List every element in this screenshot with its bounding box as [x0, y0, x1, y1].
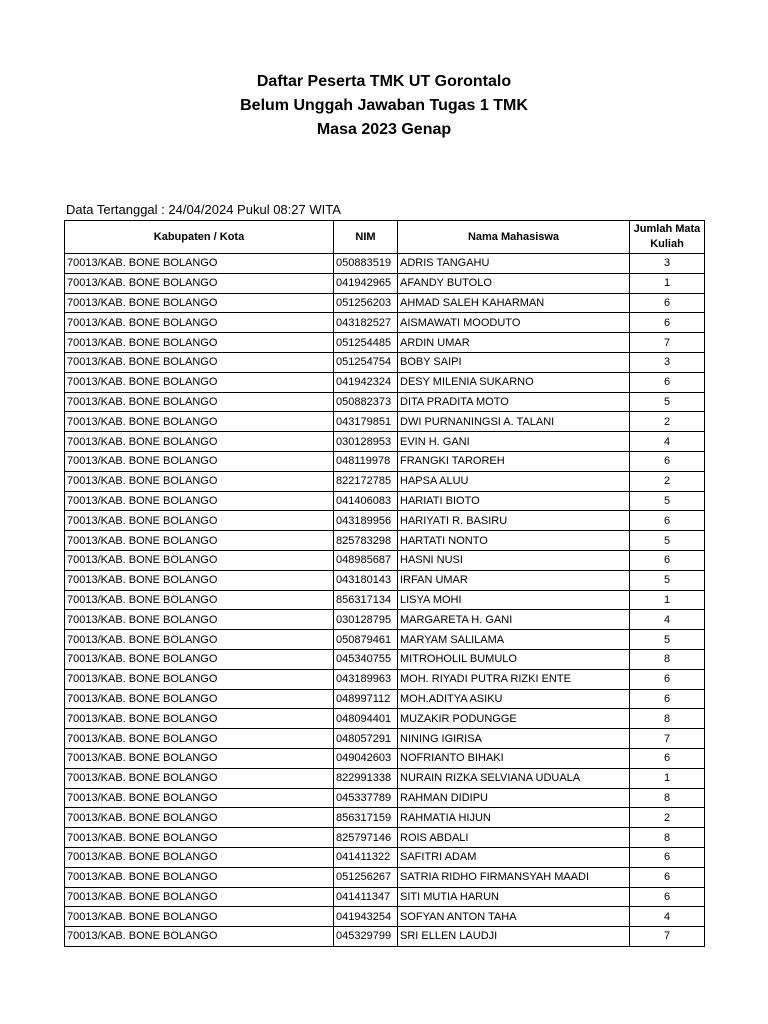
cell-nim: 049042603: [334, 748, 398, 768]
cell-jumlah: 5: [630, 491, 705, 511]
cell-kabupaten: 70013/KAB. BONE BOLANGO: [65, 293, 334, 313]
cell-nama: SOFYAN ANTON TAHA: [398, 907, 630, 927]
cell-nama: HASNI NUSI: [398, 550, 630, 570]
cell-jumlah: 2: [630, 808, 705, 828]
cell-nim: 822172785: [334, 471, 398, 491]
table-row: [65, 927, 705, 947]
cell-nama: AISMAWATI MOODUTO: [398, 313, 630, 333]
cell-nim: 856317159: [334, 808, 398, 828]
cell-nim: 048057291: [334, 729, 398, 749]
cell-jumlah: 6: [630, 748, 705, 768]
cell-nama: HARTATI NONTO: [398, 531, 630, 551]
cell-kabupaten: 70013/KAB. BONE BOLANGO: [65, 709, 334, 729]
cell-kabupaten: 70013/KAB. BONE BOLANGO: [65, 748, 334, 768]
cell-jumlah: 8: [630, 788, 705, 808]
table-row: [65, 372, 705, 392]
title-line-3: Masa 2023 Genap: [316, 121, 452, 138]
cell-nim: 825783298: [334, 531, 398, 551]
cell-nama: ADRIS TANGAHU: [398, 254, 630, 274]
cell-nama: ARDIN UMAR: [398, 333, 630, 353]
cell-nama: DITA PRADITA MOTO: [398, 392, 630, 412]
cell-kabupaten: 70013/KAB. BONE BOLANGO: [65, 867, 334, 887]
cell-jumlah: 7: [630, 927, 705, 947]
table-row: [65, 689, 705, 709]
cell-nim: 050883519: [334, 254, 398, 274]
cell-nama: NURAIN RIZKA SELVIANA UDUALA: [398, 768, 630, 788]
cell-nama: DESY MILENIA SUKARNO: [398, 372, 630, 392]
table-row: [65, 748, 705, 768]
cell-nama: SATRIA RIDHO FIRMANSYAH MAADI: [398, 867, 630, 887]
cell-nama: RAHMAN DIDIPU: [398, 788, 630, 808]
table-row: [65, 313, 705, 333]
cell-kabupaten: 70013/KAB. BONE BOLANGO: [65, 511, 334, 531]
cell-nim: 048985687: [334, 550, 398, 570]
cell-jumlah: 1: [630, 590, 705, 610]
cell-kabupaten: 70013/KAB. BONE BOLANGO: [65, 412, 334, 432]
cell-jumlah: 4: [630, 432, 705, 452]
cell-nim: 041942965: [334, 273, 398, 293]
cell-jumlah: 7: [630, 729, 705, 749]
cell-nama: MARYAM SALILAMA: [398, 630, 630, 650]
table-row: [65, 709, 705, 729]
cell-nim: 045340755: [334, 649, 398, 669]
cell-jumlah: 5: [630, 570, 705, 590]
table-row: [65, 729, 705, 749]
cell-jumlah: 8: [630, 649, 705, 669]
table-row: [65, 531, 705, 551]
cell-kabupaten: 70013/KAB. BONE BOLANGO: [65, 471, 334, 491]
table-row: [65, 808, 705, 828]
table-row: [65, 788, 705, 808]
cell-nim: 856317134: [334, 590, 398, 610]
table-row: [65, 412, 705, 432]
cell-kabupaten: 70013/KAB. BONE BOLANGO: [65, 491, 334, 511]
cell-nama: SITI MUTIA HARUN: [398, 887, 630, 907]
cell-jumlah: 6: [630, 451, 705, 471]
cell-nama: AHMAD SALEH KAHARMAN: [398, 293, 630, 313]
cell-nama: MARGARETA H. GANI: [398, 610, 630, 630]
cell-kabupaten: 70013/KAB. BONE BOLANGO: [65, 847, 334, 867]
cell-kabupaten: 70013/KAB. BONE BOLANGO: [65, 689, 334, 709]
cell-nama: HARIYATI R. BASIRU: [398, 511, 630, 531]
cell-jumlah: 6: [630, 313, 705, 333]
cell-nim: 050882373: [334, 392, 398, 412]
cell-kabupaten: 70013/KAB. BONE BOLANGO: [65, 550, 334, 570]
cell-nama: MOH.ADITYA ASIKU: [398, 689, 630, 709]
cell-kabupaten: 70013/KAB. BONE BOLANGO: [65, 590, 334, 610]
cell-nama: HARIATI BIOTO: [398, 491, 630, 511]
table-row: [65, 907, 705, 927]
table-header-row: [65, 221, 705, 254]
table-row: [65, 867, 705, 887]
data-date-label: Data Tertanggal : 24/04/2024 Pukul 08:27 WITA: [66, 202, 341, 217]
table-row: [65, 630, 705, 650]
cell-nim: 043180143: [334, 570, 398, 590]
cell-nim: 045329799: [334, 927, 398, 947]
cell-nim: 045337789: [334, 788, 398, 808]
cell-kabupaten: 70013/KAB. BONE BOLANGO: [65, 273, 334, 293]
cell-jumlah: 3: [630, 352, 705, 372]
table-row: [65, 768, 705, 788]
cell-nim: 043182527: [334, 313, 398, 333]
table-row: [65, 570, 705, 590]
cell-nama: LISYA MOHI: [398, 590, 630, 610]
cell-nama: NINING IGIRISA: [398, 729, 630, 749]
cell-jumlah: 6: [630, 689, 705, 709]
cell-nim: 048094401: [334, 709, 398, 729]
cell-jumlah: 1: [630, 768, 705, 788]
cell-kabupaten: 70013/KAB. BONE BOLANGO: [65, 927, 334, 947]
table-row: [65, 669, 705, 689]
cell-jumlah: 1: [630, 273, 705, 293]
cell-nim: 051256203: [334, 293, 398, 313]
table-row: [65, 828, 705, 848]
table-row: [65, 273, 705, 293]
cell-nim: 048119978: [334, 451, 398, 471]
cell-jumlah: 6: [630, 550, 705, 570]
cell-jumlah: 2: [630, 412, 705, 432]
table-row: [65, 392, 705, 412]
cell-jumlah: 4: [630, 610, 705, 630]
cell-kabupaten: 70013/KAB. BONE BOLANGO: [65, 333, 334, 353]
cell-jumlah: 2: [630, 471, 705, 491]
table-row: [65, 254, 705, 274]
table-row: [65, 293, 705, 313]
cell-kabupaten: 70013/KAB. BONE BOLANGO: [65, 729, 334, 749]
cell-kabupaten: 70013/KAB. BONE BOLANGO: [65, 828, 334, 848]
cell-nama: ROIS ABDALI: [398, 828, 630, 848]
cell-kabupaten: 70013/KAB. BONE BOLANGO: [65, 887, 334, 907]
cell-nama: SAFITRI ADAM: [398, 847, 630, 867]
cell-nama: BOBY SAIPI: [398, 352, 630, 372]
cell-nim: 030128953: [334, 432, 398, 452]
table-body: [65, 254, 705, 947]
cell-nim: 041942324: [334, 372, 398, 392]
cell-jumlah: 6: [630, 293, 705, 313]
table-row: [65, 550, 705, 570]
cell-nim: 050879461: [334, 630, 398, 650]
cell-jumlah: 6: [630, 511, 705, 531]
cell-kabupaten: 70013/KAB. BONE BOLANGO: [65, 610, 334, 630]
cell-nama: NOFRIANTO BIHAKI: [398, 748, 630, 768]
cell-jumlah: 8: [630, 828, 705, 848]
table-row: [65, 847, 705, 867]
cell-nim: 041411322: [334, 847, 398, 867]
cell-jumlah: 6: [630, 669, 705, 689]
cell-jumlah: 4: [630, 907, 705, 927]
table-row: [65, 451, 705, 471]
cell-nim: 041406083: [334, 491, 398, 511]
header-jumlah: Jumlah Mata Kuliah: [630, 221, 705, 254]
cell-nim: 041411347: [334, 887, 398, 907]
table-row: [65, 491, 705, 511]
cell-nama: SRI ELLEN LAUDJI: [398, 927, 630, 947]
cell-nama: HAPSA ALUU: [398, 471, 630, 491]
cell-nim: 051254485: [334, 333, 398, 353]
cell-nim: 043189963: [334, 669, 398, 689]
cell-nama: FRANGKI TAROREH: [398, 451, 630, 471]
cell-jumlah: 6: [630, 372, 705, 392]
header-nama: Nama Mahasiswa: [398, 221, 630, 254]
header-kabupaten: Kabupaten / Kota: [65, 221, 334, 254]
cell-jumlah: 5: [630, 531, 705, 551]
cell-kabupaten: 70013/KAB. BONE BOLANGO: [65, 451, 334, 471]
cell-kabupaten: 70013/KAB. BONE BOLANGO: [65, 254, 334, 274]
cell-jumlah: 8: [630, 709, 705, 729]
cell-kabupaten: 70013/KAB. BONE BOLANGO: [65, 432, 334, 452]
table-row: [65, 610, 705, 630]
cell-nim: 825797146: [334, 828, 398, 848]
cell-nama: DWI PURNANINGSI A. TALANI: [398, 412, 630, 432]
cell-nim: 043189956: [334, 511, 398, 531]
participant-table: [64, 220, 705, 947]
cell-jumlah: 6: [630, 867, 705, 887]
cell-nim: 030128795: [334, 610, 398, 630]
cell-nim: 051256267: [334, 867, 398, 887]
cell-kabupaten: 70013/KAB. BONE BOLANGO: [65, 313, 334, 333]
cell-nim: 041943254: [334, 907, 398, 927]
cell-kabupaten: 70013/KAB. BONE BOLANGO: [65, 392, 334, 412]
cell-jumlah: 5: [630, 392, 705, 412]
cell-kabupaten: 70013/KAB. BONE BOLANGO: [65, 649, 334, 669]
header-nim: NIM: [334, 221, 398, 254]
table-row: [65, 649, 705, 669]
cell-nim: 822991338: [334, 768, 398, 788]
cell-kabupaten: 70013/KAB. BONE BOLANGO: [65, 907, 334, 927]
cell-kabupaten: 70013/KAB. BONE BOLANGO: [65, 570, 334, 590]
table-row: [65, 471, 705, 491]
table-row: [65, 511, 705, 531]
cell-kabupaten: 70013/KAB. BONE BOLANGO: [65, 669, 334, 689]
cell-kabupaten: 70013/KAB. BONE BOLANGO: [65, 372, 334, 392]
cell-nim: 043179851: [334, 412, 398, 432]
cell-kabupaten: 70013/KAB. BONE BOLANGO: [65, 788, 334, 808]
cell-nama: MITROHOLIL BUMULO: [398, 649, 630, 669]
document-title: [0, 70, 768, 142]
cell-nama: RAHMATIA HIJUN: [398, 808, 630, 828]
table-row: [65, 352, 705, 372]
cell-kabupaten: 70013/KAB. BONE BOLANGO: [65, 630, 334, 650]
cell-jumlah: 3: [630, 254, 705, 274]
table-row: [65, 887, 705, 907]
cell-jumlah: 6: [630, 887, 705, 907]
table-row: [65, 432, 705, 452]
cell-nama: EVIN H. GANI: [398, 432, 630, 452]
cell-nim: 051254754: [334, 352, 398, 372]
cell-kabupaten: 70013/KAB. BONE BOLANGO: [65, 352, 334, 372]
title-line-2: Belum Unggah Jawaban Tugas 1 TMK: [240, 97, 528, 114]
cell-nim: 048997112: [334, 689, 398, 709]
cell-jumlah: 6: [630, 847, 705, 867]
table-row: [65, 590, 705, 610]
cell-jumlah: 5: [630, 630, 705, 650]
cell-jumlah: 7: [630, 333, 705, 353]
cell-kabupaten: 70013/KAB. BONE BOLANGO: [65, 808, 334, 828]
cell-kabupaten: 70013/KAB. BONE BOLANGO: [65, 531, 334, 551]
cell-nama: MOH. RIYADI PUTRA RIZKI ENTE: [398, 669, 630, 689]
cell-nama: IRFAN UMAR: [398, 570, 630, 590]
title-line-1: Daftar Peserta TMK UT Gorontalo: [256, 73, 512, 90]
cell-nama: MUZAKIR PODUNGGE: [398, 709, 630, 729]
cell-kabupaten: 70013/KAB. BONE BOLANGO: [65, 768, 334, 788]
table-row: [65, 333, 705, 353]
cell-nama: AFANDY BUTOLO: [398, 273, 630, 293]
